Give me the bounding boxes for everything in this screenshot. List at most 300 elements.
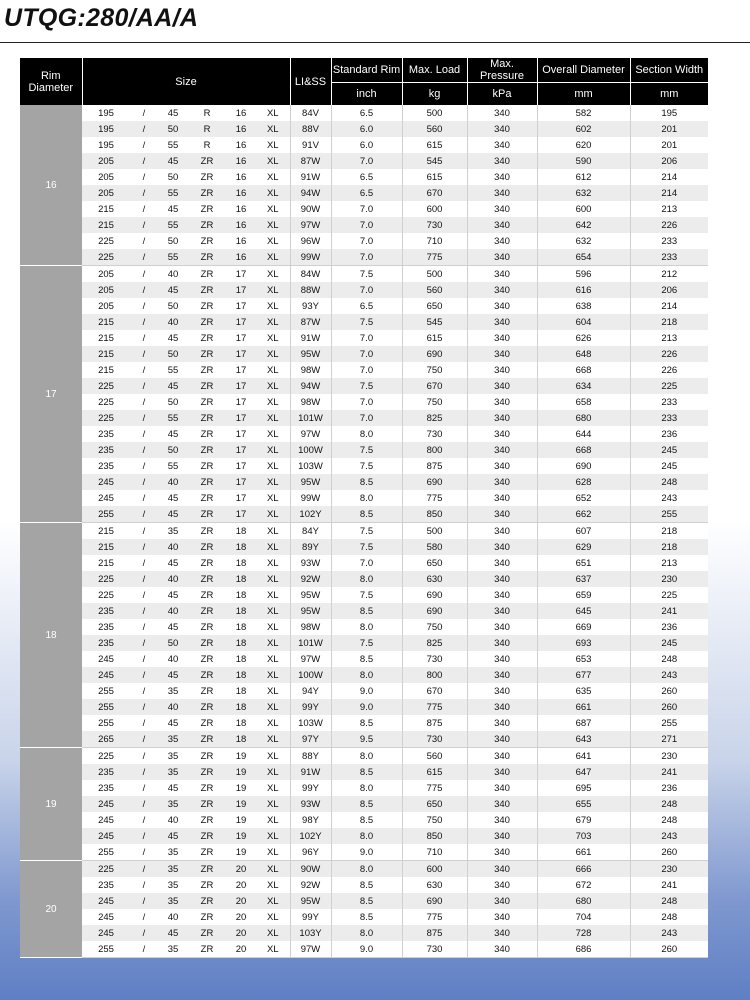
construction-cell: ZR	[188, 941, 226, 958]
slash-cell: /	[130, 764, 158, 780]
aspect-ratio-cell: 35	[158, 796, 188, 812]
table-row	[20, 780, 708, 796]
tire-spec-table	[20, 58, 708, 958]
load-type-cell: XL	[256, 153, 290, 169]
overall-diameter-cell: 644	[537, 426, 630, 442]
overall-diameter-cell: 643	[537, 731, 630, 748]
rim-diameter-cell: 16	[20, 105, 82, 266]
section-width-nominal-cell: 245	[82, 796, 130, 812]
overall-diameter-cell: 677	[537, 667, 630, 683]
section-width-cell: 218	[630, 523, 708, 540]
max-load-cell: 545	[402, 314, 467, 330]
max-load-cell: 560	[402, 121, 467, 137]
aspect-ratio-cell: 35	[158, 893, 188, 909]
section-width-nominal-cell: 245	[82, 909, 130, 925]
construction-cell: ZR	[188, 555, 226, 571]
standard-rim-cell: 9.0	[331, 699, 402, 715]
rim-size-cell: 16	[226, 185, 256, 201]
construction-cell: ZR	[188, 426, 226, 442]
load-type-cell: XL	[256, 571, 290, 587]
standard-rim-cell: 7.0	[331, 282, 402, 298]
table-row	[20, 233, 708, 249]
slash-cell: /	[130, 314, 158, 330]
rim-size-cell: 17	[226, 362, 256, 378]
load-type-cell: XL	[256, 844, 290, 861]
aspect-ratio-cell: 40	[158, 266, 188, 283]
load-type-cell: XL	[256, 909, 290, 925]
rim-size-cell: 16	[226, 105, 256, 121]
max-pressure-cell: 340	[467, 266, 537, 283]
section-width-nominal-cell: 245	[82, 667, 130, 683]
max-pressure-cell: 340	[467, 298, 537, 314]
section-width-cell: 260	[630, 683, 708, 699]
max-pressure-cell: 340	[467, 153, 537, 169]
section-width-nominal-cell: 225	[82, 233, 130, 249]
table-row	[20, 748, 708, 765]
section-width-cell: 236	[630, 426, 708, 442]
overall-diameter-cell: 590	[537, 153, 630, 169]
standard-rim-cell: 8.5	[331, 715, 402, 731]
slash-cell: /	[130, 249, 158, 266]
load-speed-index-cell: 91W	[290, 330, 331, 346]
section-width-nominal-cell: 255	[82, 715, 130, 731]
overall-diameter-cell: 679	[537, 812, 630, 828]
max-load-cell: 750	[402, 812, 467, 828]
rim-size-cell: 19	[226, 764, 256, 780]
aspect-ratio-cell: 55	[158, 137, 188, 153]
standard-rim-cell: 7.0	[331, 153, 402, 169]
construction-cell: R	[188, 137, 226, 153]
aspect-ratio-cell: 45	[158, 555, 188, 571]
aspect-ratio-cell: 45	[158, 619, 188, 635]
section-width-nominal-cell: 215	[82, 539, 130, 555]
rim-size-cell: 18	[226, 571, 256, 587]
rim-size-cell: 18	[226, 587, 256, 603]
load-speed-index-cell: 95W	[290, 346, 331, 362]
max-pressure-cell: 340	[467, 490, 537, 506]
aspect-ratio-cell: 35	[158, 731, 188, 748]
construction-cell: ZR	[188, 266, 226, 283]
section-width-cell: 206	[630, 282, 708, 298]
aspect-ratio-cell: 35	[158, 844, 188, 861]
max-pressure-cell: 340	[467, 201, 537, 217]
section-width-nominal-cell: 235	[82, 458, 130, 474]
load-type-cell: XL	[256, 121, 290, 137]
max-load-cell: 580	[402, 539, 467, 555]
section-width-nominal-cell: 225	[82, 394, 130, 410]
construction-cell: ZR	[188, 651, 226, 667]
standard-rim-cell: 7.0	[331, 233, 402, 249]
standard-rim-cell: 8.5	[331, 796, 402, 812]
max-load-cell: 875	[402, 715, 467, 731]
table-row	[20, 394, 708, 410]
max-load-cell: 825	[402, 635, 467, 651]
standard-rim-cell: 8.0	[331, 667, 402, 683]
max-pressure-cell: 340	[467, 651, 537, 667]
load-type-cell: XL	[256, 828, 290, 844]
construction-cell: ZR	[188, 394, 226, 410]
overall-diameter-cell: 687	[537, 715, 630, 731]
overall-diameter-cell: 602	[537, 121, 630, 137]
section-width-nominal-cell: 225	[82, 571, 130, 587]
table-row	[20, 426, 708, 442]
aspect-ratio-cell: 45	[158, 587, 188, 603]
table-row	[20, 683, 708, 699]
rim-size-cell: 19	[226, 780, 256, 796]
rim-size-cell: 18	[226, 555, 256, 571]
overall-diameter-cell: 637	[537, 571, 630, 587]
construction-cell: ZR	[188, 506, 226, 523]
standard-rim-cell: 6.0	[331, 121, 402, 137]
max-load-cell: 875	[402, 458, 467, 474]
max-pressure-cell: 340	[467, 506, 537, 523]
aspect-ratio-cell: 40	[158, 651, 188, 667]
overall-diameter-cell: 647	[537, 764, 630, 780]
slash-cell: /	[130, 796, 158, 812]
construction-cell: ZR	[188, 571, 226, 587]
load-speed-index-cell: 101W	[290, 635, 331, 651]
section-width-nominal-cell: 215	[82, 346, 130, 362]
load-speed-index-cell: 89Y	[290, 539, 331, 555]
aspect-ratio-cell: 40	[158, 314, 188, 330]
title-divider	[0, 42, 750, 43]
slash-cell: /	[130, 169, 158, 185]
rim-size-cell: 17	[226, 282, 256, 298]
max-pressure-cell: 340	[467, 539, 537, 555]
slash-cell: /	[130, 121, 158, 137]
header-li-ss: LI&SS	[290, 58, 331, 105]
standard-rim-cell: 7.0	[331, 394, 402, 410]
load-speed-index-cell: 92W	[290, 571, 331, 587]
standard-rim-cell: 7.0	[331, 362, 402, 378]
max-load-cell: 850	[402, 828, 467, 844]
aspect-ratio-cell: 50	[158, 233, 188, 249]
section-width-cell: 225	[630, 378, 708, 394]
slash-cell: /	[130, 683, 158, 699]
section-width-cell: 245	[630, 458, 708, 474]
section-width-cell: 236	[630, 780, 708, 796]
max-load-cell: 500	[402, 105, 467, 121]
section-width-nominal-cell: 235	[82, 635, 130, 651]
load-speed-index-cell: 90W	[290, 861, 331, 878]
slash-cell: /	[130, 137, 158, 153]
max-load-cell: 560	[402, 748, 467, 765]
unit-max-load: kg	[402, 83, 467, 106]
construction-cell: ZR	[188, 812, 226, 828]
overall-diameter-cell: 661	[537, 844, 630, 861]
overall-diameter-cell: 703	[537, 828, 630, 844]
table-row	[20, 153, 708, 169]
standard-rim-cell: 8.5	[331, 909, 402, 925]
standard-rim-cell: 8.0	[331, 780, 402, 796]
load-speed-index-cell: 94W	[290, 378, 331, 394]
max-load-cell: 690	[402, 346, 467, 362]
section-width-cell: 248	[630, 796, 708, 812]
rim-size-cell: 17	[226, 346, 256, 362]
unit-max-pressure: kPa	[467, 83, 537, 106]
aspect-ratio-cell: 35	[158, 941, 188, 958]
section-width-nominal-cell: 215	[82, 362, 130, 378]
load-type-cell: XL	[256, 410, 290, 426]
standard-rim-cell: 7.0	[331, 249, 402, 266]
construction-cell: ZR	[188, 298, 226, 314]
load-type-cell: XL	[256, 796, 290, 812]
overall-diameter-cell: 658	[537, 394, 630, 410]
slash-cell: /	[130, 651, 158, 667]
aspect-ratio-cell: 45	[158, 282, 188, 298]
slash-cell: /	[130, 828, 158, 844]
aspect-ratio-cell: 35	[158, 861, 188, 878]
load-type-cell: XL	[256, 105, 290, 121]
overall-diameter-cell: 672	[537, 877, 630, 893]
table-row	[20, 266, 708, 283]
max-pressure-cell: 340	[467, 121, 537, 137]
rim-size-cell: 20	[226, 877, 256, 893]
load-type-cell: XL	[256, 587, 290, 603]
unit-overall-diameter: mm	[537, 83, 630, 106]
construction-cell: ZR	[188, 185, 226, 201]
table-row	[20, 506, 708, 523]
section-width-cell: 255	[630, 715, 708, 731]
construction-cell: ZR	[188, 828, 226, 844]
aspect-ratio-cell: 50	[158, 394, 188, 410]
section-width-nominal-cell: 215	[82, 523, 130, 540]
max-pressure-cell: 340	[467, 474, 537, 490]
aspect-ratio-cell: 55	[158, 185, 188, 201]
aspect-ratio-cell: 55	[158, 458, 188, 474]
load-type-cell: XL	[256, 893, 290, 909]
construction-cell: ZR	[188, 764, 226, 780]
load-speed-index-cell: 95W	[290, 603, 331, 619]
aspect-ratio-cell: 50	[158, 346, 188, 362]
slash-cell: /	[130, 474, 158, 490]
overall-diameter-cell: 666	[537, 861, 630, 878]
rim-size-cell: 18	[226, 731, 256, 748]
rim-size-cell: 16	[226, 153, 256, 169]
overall-diameter-cell: 655	[537, 796, 630, 812]
table-row	[20, 105, 708, 121]
load-type-cell: XL	[256, 877, 290, 893]
load-type-cell: XL	[256, 523, 290, 540]
standard-rim-cell: 8.0	[331, 925, 402, 941]
overall-diameter-cell: 695	[537, 780, 630, 796]
slash-cell: /	[130, 282, 158, 298]
construction-cell: R	[188, 105, 226, 121]
slash-cell: /	[130, 266, 158, 283]
section-width-cell: 230	[630, 571, 708, 587]
max-pressure-cell: 340	[467, 362, 537, 378]
aspect-ratio-cell: 50	[158, 121, 188, 137]
standard-rim-cell: 8.5	[331, 877, 402, 893]
standard-rim-cell: 8.5	[331, 474, 402, 490]
construction-cell: ZR	[188, 282, 226, 298]
standard-rim-cell: 8.0	[331, 571, 402, 587]
max-load-cell: 690	[402, 587, 467, 603]
construction-cell: ZR	[188, 362, 226, 378]
load-type-cell: XL	[256, 474, 290, 490]
standard-rim-cell: 7.5	[331, 539, 402, 555]
max-pressure-cell: 340	[467, 731, 537, 748]
max-pressure-cell: 340	[467, 410, 537, 426]
overall-diameter-cell: 654	[537, 249, 630, 266]
table-row	[20, 893, 708, 909]
load-type-cell: XL	[256, 217, 290, 233]
section-width-cell: 241	[630, 877, 708, 893]
section-width-nominal-cell: 245	[82, 893, 130, 909]
aspect-ratio-cell: 55	[158, 410, 188, 426]
construction-cell: ZR	[188, 474, 226, 490]
section-width-nominal-cell: 255	[82, 506, 130, 523]
load-speed-index-cell: 93W	[290, 796, 331, 812]
aspect-ratio-cell: 45	[158, 780, 188, 796]
table-row	[20, 731, 708, 748]
max-load-cell: 775	[402, 249, 467, 266]
overall-diameter-cell: 645	[537, 603, 630, 619]
slash-cell: /	[130, 925, 158, 941]
load-speed-index-cell: 98W	[290, 362, 331, 378]
construction-cell: ZR	[188, 153, 226, 169]
load-speed-index-cell: 91W	[290, 169, 331, 185]
load-speed-index-cell: 93W	[290, 555, 331, 571]
table-row	[20, 667, 708, 683]
header-size: Size	[82, 58, 290, 105]
rim-size-cell: 16	[226, 201, 256, 217]
load-type-cell: XL	[256, 490, 290, 506]
overall-diameter-cell: 690	[537, 458, 630, 474]
max-load-cell: 730	[402, 941, 467, 958]
max-pressure-cell: 340	[467, 169, 537, 185]
load-speed-index-cell: 84W	[290, 266, 331, 283]
construction-cell: ZR	[188, 169, 226, 185]
aspect-ratio-cell: 45	[158, 330, 188, 346]
section-width-nominal-cell: 215	[82, 201, 130, 217]
rim-size-cell: 17	[226, 474, 256, 490]
max-load-cell: 825	[402, 410, 467, 426]
slash-cell: /	[130, 812, 158, 828]
table-row	[20, 442, 708, 458]
construction-cell: ZR	[188, 715, 226, 731]
max-pressure-cell: 340	[467, 844, 537, 861]
header-standard-rim: Standard Rim	[331, 58, 402, 83]
max-pressure-cell: 340	[467, 314, 537, 330]
construction-cell: ZR	[188, 748, 226, 765]
table-row	[20, 715, 708, 731]
standard-rim-cell: 8.5	[331, 506, 402, 523]
load-speed-index-cell: 103W	[290, 458, 331, 474]
max-pressure-cell: 340	[467, 137, 537, 153]
section-width-nominal-cell: 225	[82, 861, 130, 878]
load-speed-index-cell: 99W	[290, 249, 331, 266]
load-type-cell: XL	[256, 603, 290, 619]
load-speed-index-cell: 92W	[290, 877, 331, 893]
load-type-cell: XL	[256, 282, 290, 298]
aspect-ratio-cell: 35	[158, 523, 188, 540]
table-row	[20, 121, 708, 137]
slash-cell: /	[130, 699, 158, 715]
max-load-cell: 730	[402, 217, 467, 233]
max-load-cell: 500	[402, 266, 467, 283]
construction-cell: ZR	[188, 667, 226, 683]
slash-cell: /	[130, 426, 158, 442]
section-width-cell: 243	[630, 925, 708, 941]
section-width-cell: 248	[630, 651, 708, 667]
overall-diameter-cell: 612	[537, 169, 630, 185]
rim-size-cell: 18	[226, 523, 256, 540]
section-width-nominal-cell: 245	[82, 651, 130, 667]
table-body	[20, 105, 708, 958]
overall-diameter-cell: 642	[537, 217, 630, 233]
max-pressure-cell: 340	[467, 699, 537, 715]
load-type-cell: XL	[256, 362, 290, 378]
construction-cell: ZR	[188, 201, 226, 217]
table-row	[20, 169, 708, 185]
standard-rim-cell: 6.5	[331, 105, 402, 121]
table-row	[20, 249, 708, 266]
section-width-nominal-cell: 245	[82, 812, 130, 828]
section-width-nominal-cell: 245	[82, 925, 130, 941]
section-width-cell: 233	[630, 249, 708, 266]
section-width-cell: 225	[630, 587, 708, 603]
overall-diameter-cell: 638	[537, 298, 630, 314]
load-type-cell: XL	[256, 298, 290, 314]
overall-diameter-cell: 662	[537, 506, 630, 523]
load-speed-index-cell: 87W	[290, 314, 331, 330]
standard-rim-cell: 7.5	[331, 266, 402, 283]
table-row	[20, 844, 708, 861]
standard-rim-cell: 7.5	[331, 378, 402, 394]
section-width-cell: 218	[630, 314, 708, 330]
section-width-nominal-cell: 235	[82, 764, 130, 780]
max-pressure-cell: 340	[467, 442, 537, 458]
table-row	[20, 699, 708, 715]
max-pressure-cell: 340	[467, 893, 537, 909]
standard-rim-cell: 8.5	[331, 603, 402, 619]
load-type-cell: XL	[256, 378, 290, 394]
max-pressure-cell: 340	[467, 780, 537, 796]
standard-rim-cell: 6.5	[331, 298, 402, 314]
slash-cell: /	[130, 909, 158, 925]
aspect-ratio-cell: 50	[158, 298, 188, 314]
overall-diameter-cell: 582	[537, 105, 630, 121]
standard-rim-cell: 8.5	[331, 893, 402, 909]
construction-cell: ZR	[188, 893, 226, 909]
slash-cell: /	[130, 330, 158, 346]
section-width-cell: 212	[630, 266, 708, 283]
slash-cell: /	[130, 185, 158, 201]
overall-diameter-cell: 661	[537, 699, 630, 715]
table-row	[20, 796, 708, 812]
aspect-ratio-cell: 55	[158, 362, 188, 378]
standard-rim-cell: 7.5	[331, 442, 402, 458]
section-width-nominal-cell: 205	[82, 169, 130, 185]
overall-diameter-cell: 629	[537, 539, 630, 555]
max-pressure-cell: 340	[467, 877, 537, 893]
rim-size-cell: 18	[226, 539, 256, 555]
rim-size-cell: 18	[226, 699, 256, 715]
max-load-cell: 630	[402, 877, 467, 893]
table-row	[20, 378, 708, 394]
max-pressure-cell: 340	[467, 764, 537, 780]
standard-rim-cell: 8.0	[331, 426, 402, 442]
construction-cell: ZR	[188, 233, 226, 249]
rim-size-cell: 16	[226, 121, 256, 137]
header-section-width: Section Width	[630, 58, 708, 83]
max-pressure-cell: 340	[467, 619, 537, 635]
aspect-ratio-cell: 40	[158, 603, 188, 619]
section-width-cell: 230	[630, 861, 708, 878]
rim-diameter-cell: 18	[20, 523, 82, 748]
rim-size-cell: 19	[226, 828, 256, 844]
